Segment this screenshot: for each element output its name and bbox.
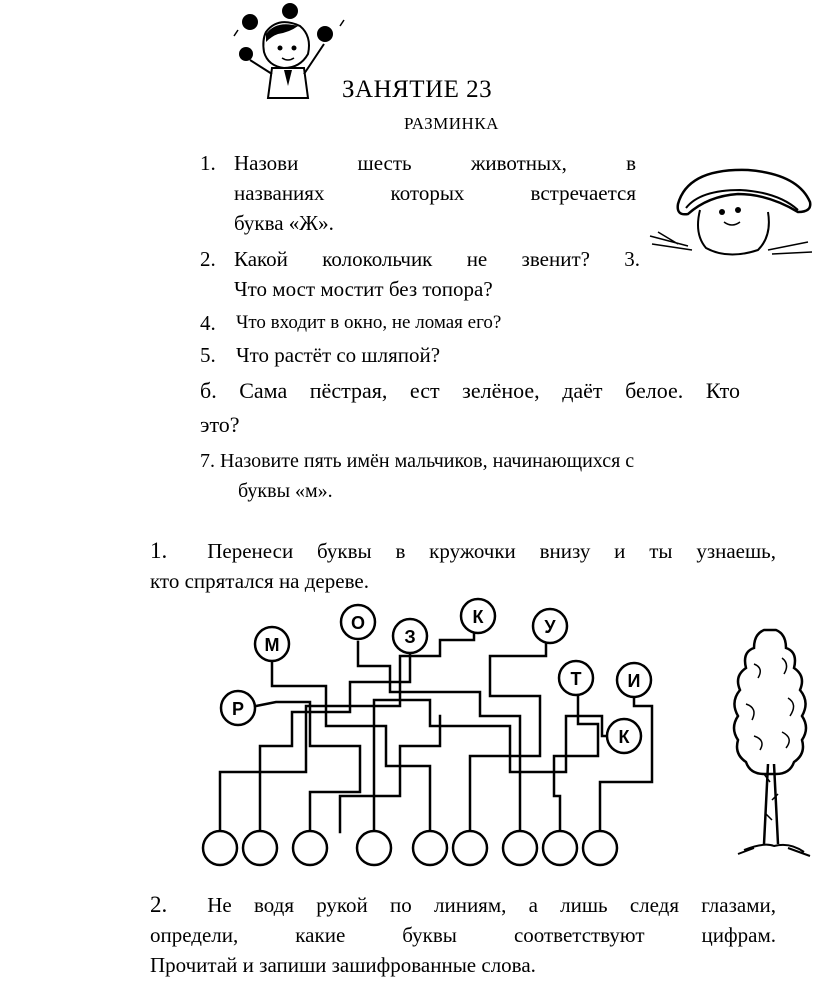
mushroom-illustration <box>648 164 814 264</box>
maze-letter-6: Р <box>231 699 245 719</box>
question-6: б. Сама пёстрая, ест зелёное, даёт белое. Кто это? <box>200 378 740 437</box>
maze-letter-2: О <box>350 613 366 633</box>
answer-circle-3[interactable] <box>293 831 327 865</box>
question-5: 5. Что растёт со шляпой? <box>200 343 441 367</box>
maze-letter-9: К <box>618 727 630 747</box>
maze-letter-8: И <box>627 671 641 691</box>
letter-maze <box>200 596 660 880</box>
question-1: 1. Назови шесть животных, в названиях которых встречается буква «Ж». <box>200 151 636 235</box>
maze-letter-1: М <box>264 635 280 655</box>
page-title: ЗАНЯТИЕ 23 <box>342 76 493 103</box>
maze-letter-4: К <box>472 607 484 627</box>
question-7: 7. Назовите пять имён мальчиков, начинающихся с буквы «м». <box>200 450 635 502</box>
maze-letter-5: У <box>544 617 556 637</box>
juggler-illustration <box>228 2 348 102</box>
answer-circle-4[interactable] <box>357 831 391 865</box>
task-1: 1. Перенеси буквы в кружочки внизу и ты узнаешь, кто спрятался на дереве. <box>150 538 776 593</box>
page-subtitle: РАЗМИНКА <box>404 114 499 133</box>
answer-circle-7[interactable] <box>503 831 537 865</box>
tree-illustration <box>724 624 816 864</box>
question-4: 4. Что входит в окно, не ломая его? <box>200 311 502 335</box>
task-2: 2. Не водя рукой по линиям, а лишь следя глазами, определи, какие буквы соответствуют цифрам. Прочитай и запиши зашифрованные слова. <box>150 892 776 977</box>
question-2: 2. Какой колокольчик не звенит? 3. Что мост мостит без топора? <box>200 247 640 301</box>
maze-letter-7: Т <box>570 669 582 689</box>
answer-circle-6[interactable] <box>453 831 487 865</box>
answer-circle-1[interactable] <box>203 831 237 865</box>
maze-letter-3: З <box>404 627 416 647</box>
answer-circle-2[interactable] <box>243 831 277 865</box>
answer-circle-5[interactable] <box>413 831 447 865</box>
answer-circle-9[interactable] <box>583 831 617 865</box>
answer-circle-8[interactable] <box>543 831 577 865</box>
